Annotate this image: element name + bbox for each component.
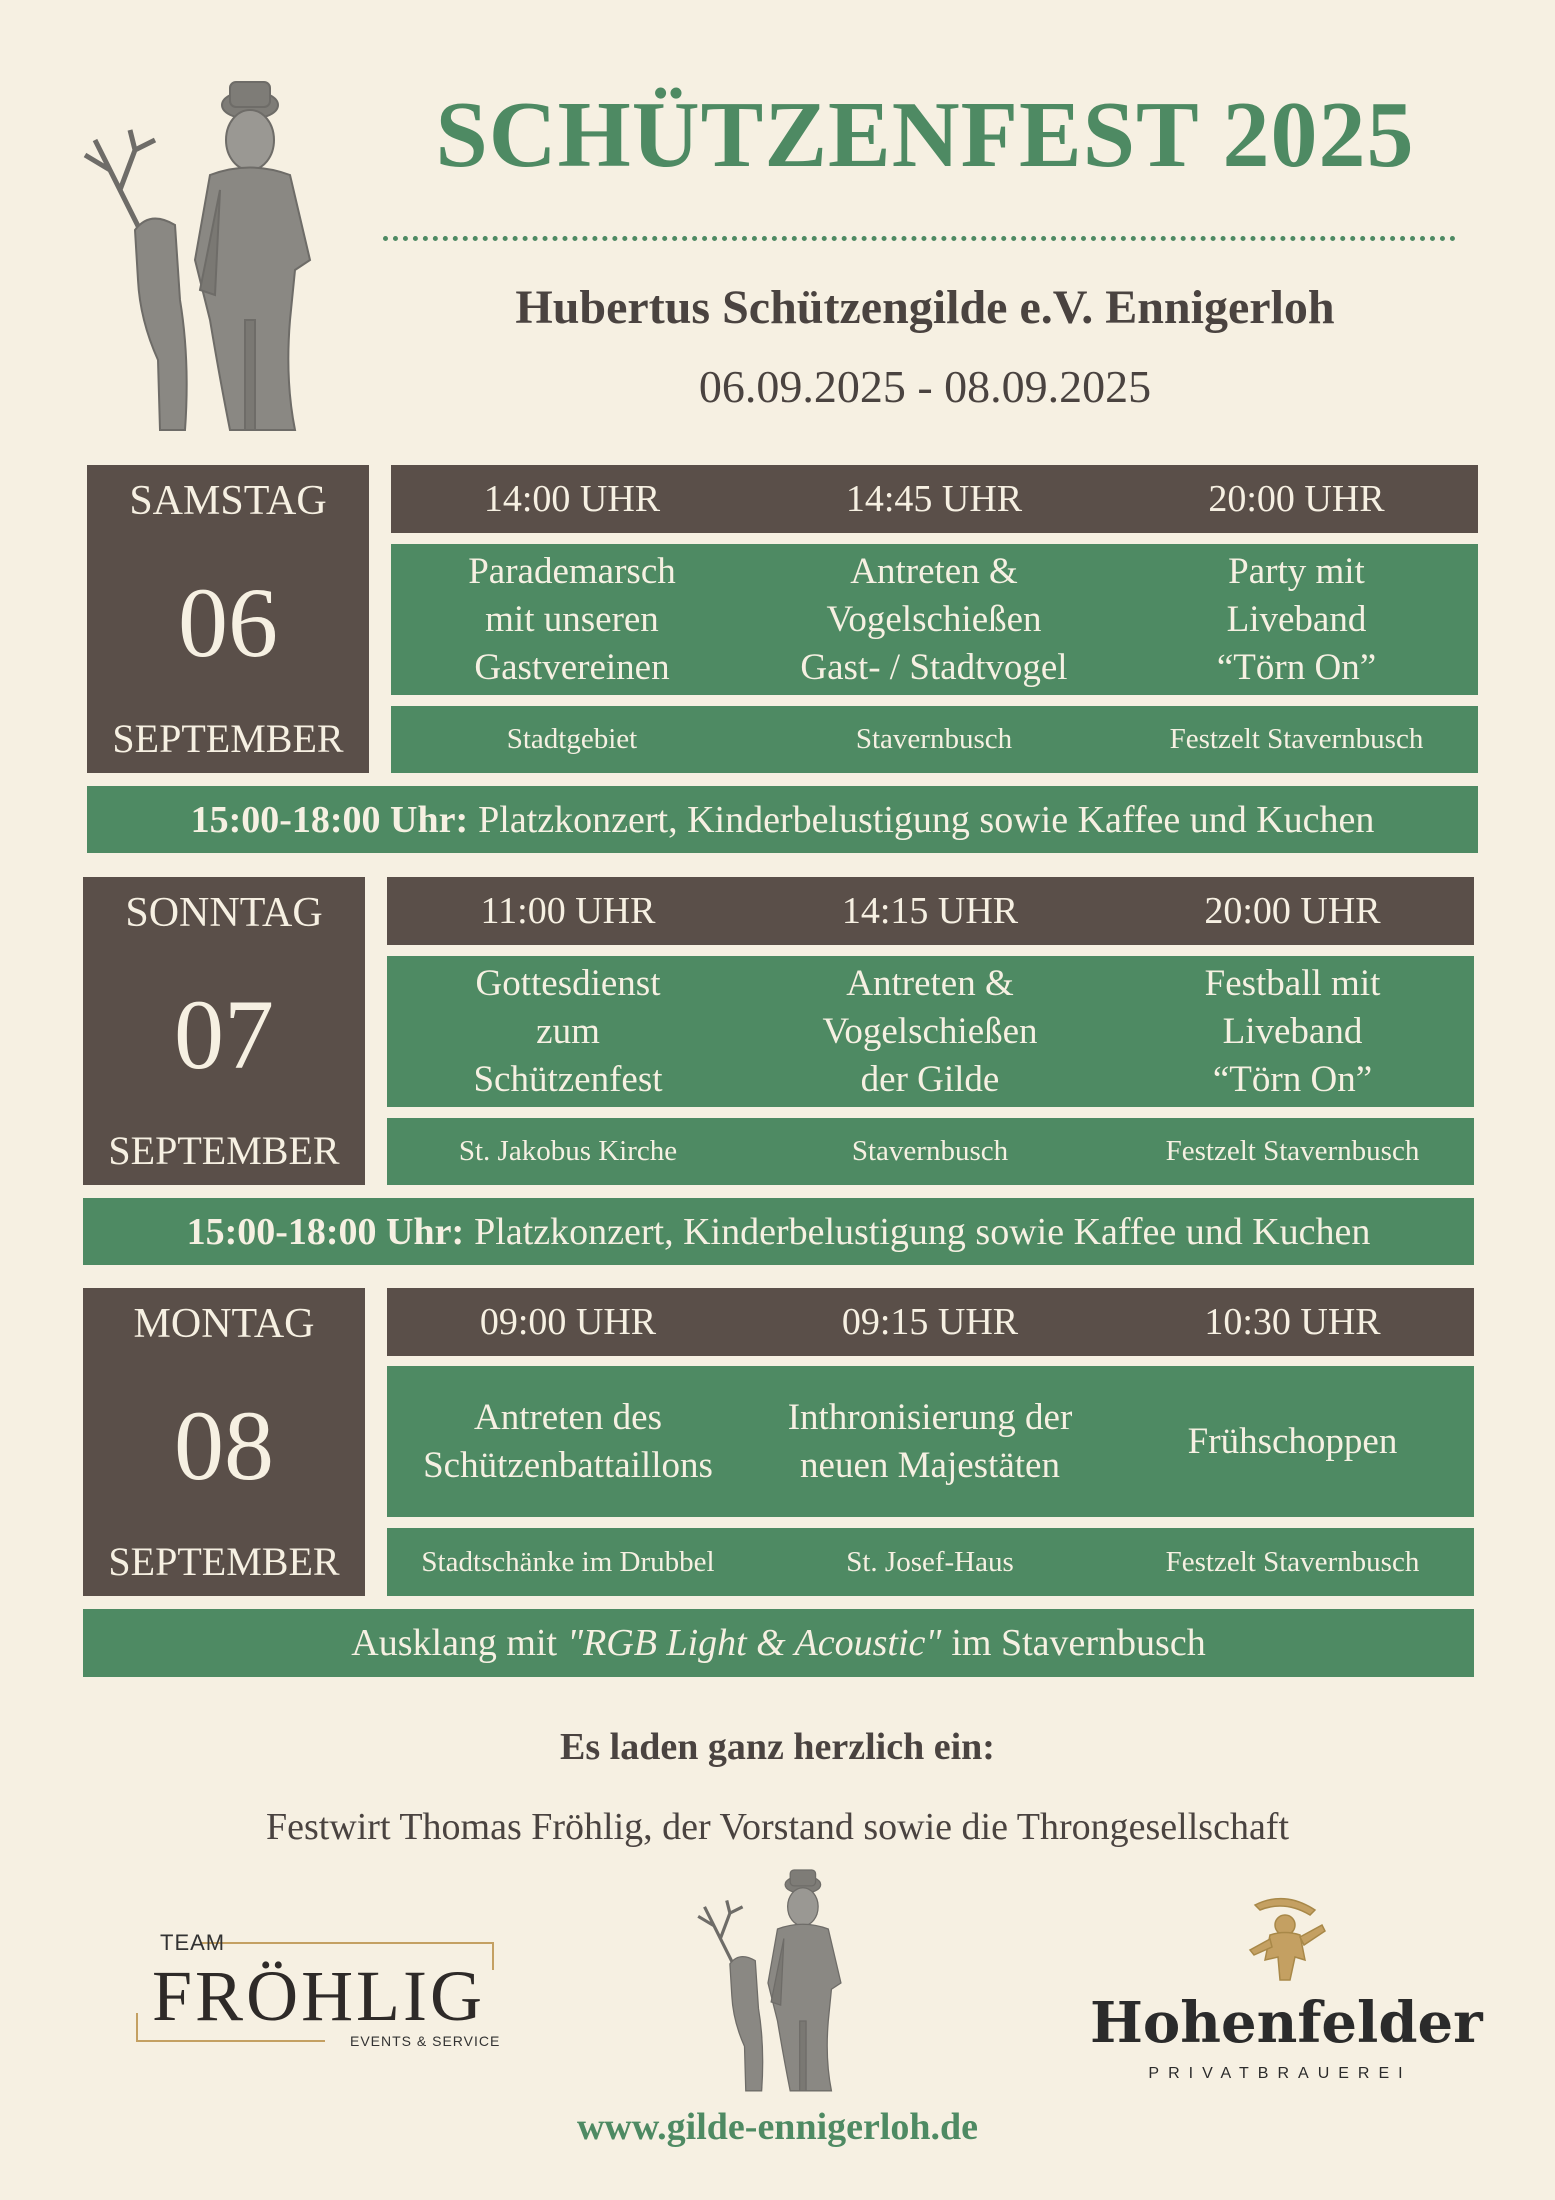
day-box-sunday	[83, 877, 365, 1185]
location-row	[387, 1118, 1474, 1185]
brewery-emblem-icon	[1240, 1895, 1330, 1990]
day-name: MONTAG	[133, 1301, 315, 1347]
website-link[interactable]: www.gilde-ennigerloh.de	[576, 2106, 979, 2148]
event-title: Gottesdienst zum Schützenfest	[473, 962, 663, 1100]
event-title: Antreten & Vogelschießen Gast- / Stadtvogel	[800, 550, 1068, 688]
event-time: 09:00 UHR	[479, 1301, 657, 1343]
team-logo-name: FRÖHLIG	[152, 1956, 486, 2036]
page-title: SCHÜTZENFEST 2025	[435, 83, 1415, 187]
day-month: SEPTEMBER	[108, 1539, 340, 1584]
day-month: SEPTEMBER	[108, 1128, 340, 1173]
dotted-divider	[383, 236, 1456, 241]
event-dates: 06.09.2025 - 08.09.2025	[698, 361, 1152, 412]
event-location: Stadtschänke im Drubbel	[421, 1545, 715, 1578]
band-name: "RGB Light & Acoustic"	[567, 1622, 942, 1664]
event-title: Antreten des Schützenbattaillons	[423, 1396, 713, 1486]
note-bar-monday	[83, 1609, 1474, 1677]
event-location: St. Josef-Haus	[846, 1545, 1014, 1578]
event-location: Stavernbusch	[855, 723, 1013, 755]
invite-text: Festwirt Thomas Fröhlig, der Vorstand sowie die Throngesellschaft	[265, 1806, 1290, 1848]
day-number: 08	[174, 1390, 274, 1501]
event-title: Antreten & Vogelschießen der Gilde	[822, 962, 1038, 1100]
day-name: SAMSTAG	[129, 478, 327, 524]
brewery-logo-name: Hohenfelder	[1090, 1990, 1483, 2056]
event-row	[387, 956, 1474, 1107]
day-month: SEPTEMBER	[112, 716, 344, 761]
location-row	[391, 706, 1478, 773]
team-logo-small-text: TEAM	[160, 1930, 226, 1955]
team-logo-subtitle: EVENTS & SERVICE	[350, 2033, 501, 2049]
note-time: 15:00-18:00 Uhr:	[190, 798, 469, 841]
brewery-logo-subtitle: PRIVATBRAUEREI	[1148, 2065, 1412, 2082]
day-box-saturday	[87, 465, 369, 773]
note-bar-saturday	[87, 786, 1478, 853]
note-time: 15:00-18:00 Uhr:	[186, 1210, 465, 1253]
event-location: Festzelt Stavernbusch	[1165, 1135, 1420, 1167]
organization-name: Hubertus Schützengilde e.V. Ennigerloh	[515, 281, 1335, 334]
event-title: Party mit Liveband “Törn On”	[1216, 550, 1377, 688]
invite-heading: Es laden ganz herzlich ein:	[560, 1726, 995, 1768]
time-bar	[387, 1288, 1474, 1356]
note-text: Platzkonzert, Kinderbelustigung sowie Kaffee und Kuchen	[478, 798, 1375, 841]
hunter-statue-small-image	[695, 1855, 860, 2095]
event-location: Stavernbusch	[851, 1135, 1009, 1167]
time-bar	[387, 877, 1474, 945]
event-row	[391, 544, 1478, 695]
day-box-monday	[83, 1288, 365, 1596]
event-time: 20:00 UHR	[1208, 478, 1385, 520]
event-location: Stadtgebiet	[506, 723, 638, 755]
note-text-post: im Stavernbusch	[951, 1622, 1206, 1664]
event-time: 14:00 UHR	[483, 478, 661, 520]
note-bar-sunday	[83, 1198, 1474, 1265]
day-name: SONNTAG	[125, 890, 323, 936]
event-title: Festball mit Liveband “Törn On”	[1204, 962, 1381, 1100]
note-text: Platzkonzert, Kinderbelustigung sowie Kaffee und Kuchen	[474, 1210, 1371, 1253]
event-title: Parademarsch mit unseren Gastvereinen	[468, 550, 676, 688]
hunter-statue-image	[80, 60, 340, 435]
event-time: 11:00 UHR	[480, 890, 656, 932]
event-time: 10:30 UHR	[1204, 1301, 1381, 1343]
event-title: Inthronisierung der neuen Majestäten	[787, 1396, 1073, 1486]
event-row	[387, 1366, 1474, 1517]
day-number: 07	[174, 979, 274, 1090]
event-time: 14:45 UHR	[845, 478, 1023, 520]
event-location: St. Jakobus Kirche	[458, 1135, 678, 1167]
event-time: 09:15 UHR	[841, 1301, 1019, 1343]
time-bar	[391, 465, 1478, 533]
event-location: Festzelt Stavernbusch	[1169, 723, 1424, 755]
event-time: 14:15 UHR	[841, 890, 1019, 932]
note-text-pre: Ausklang mit	[351, 1622, 558, 1664]
location-row	[387, 1528, 1474, 1596]
event-title: Frühschoppen	[1187, 1420, 1398, 1462]
event-location: Festzelt Stavernbusch	[1165, 1545, 1420, 1578]
event-time: 20:00 UHR	[1204, 890, 1381, 932]
day-number: 06	[178, 567, 278, 678]
